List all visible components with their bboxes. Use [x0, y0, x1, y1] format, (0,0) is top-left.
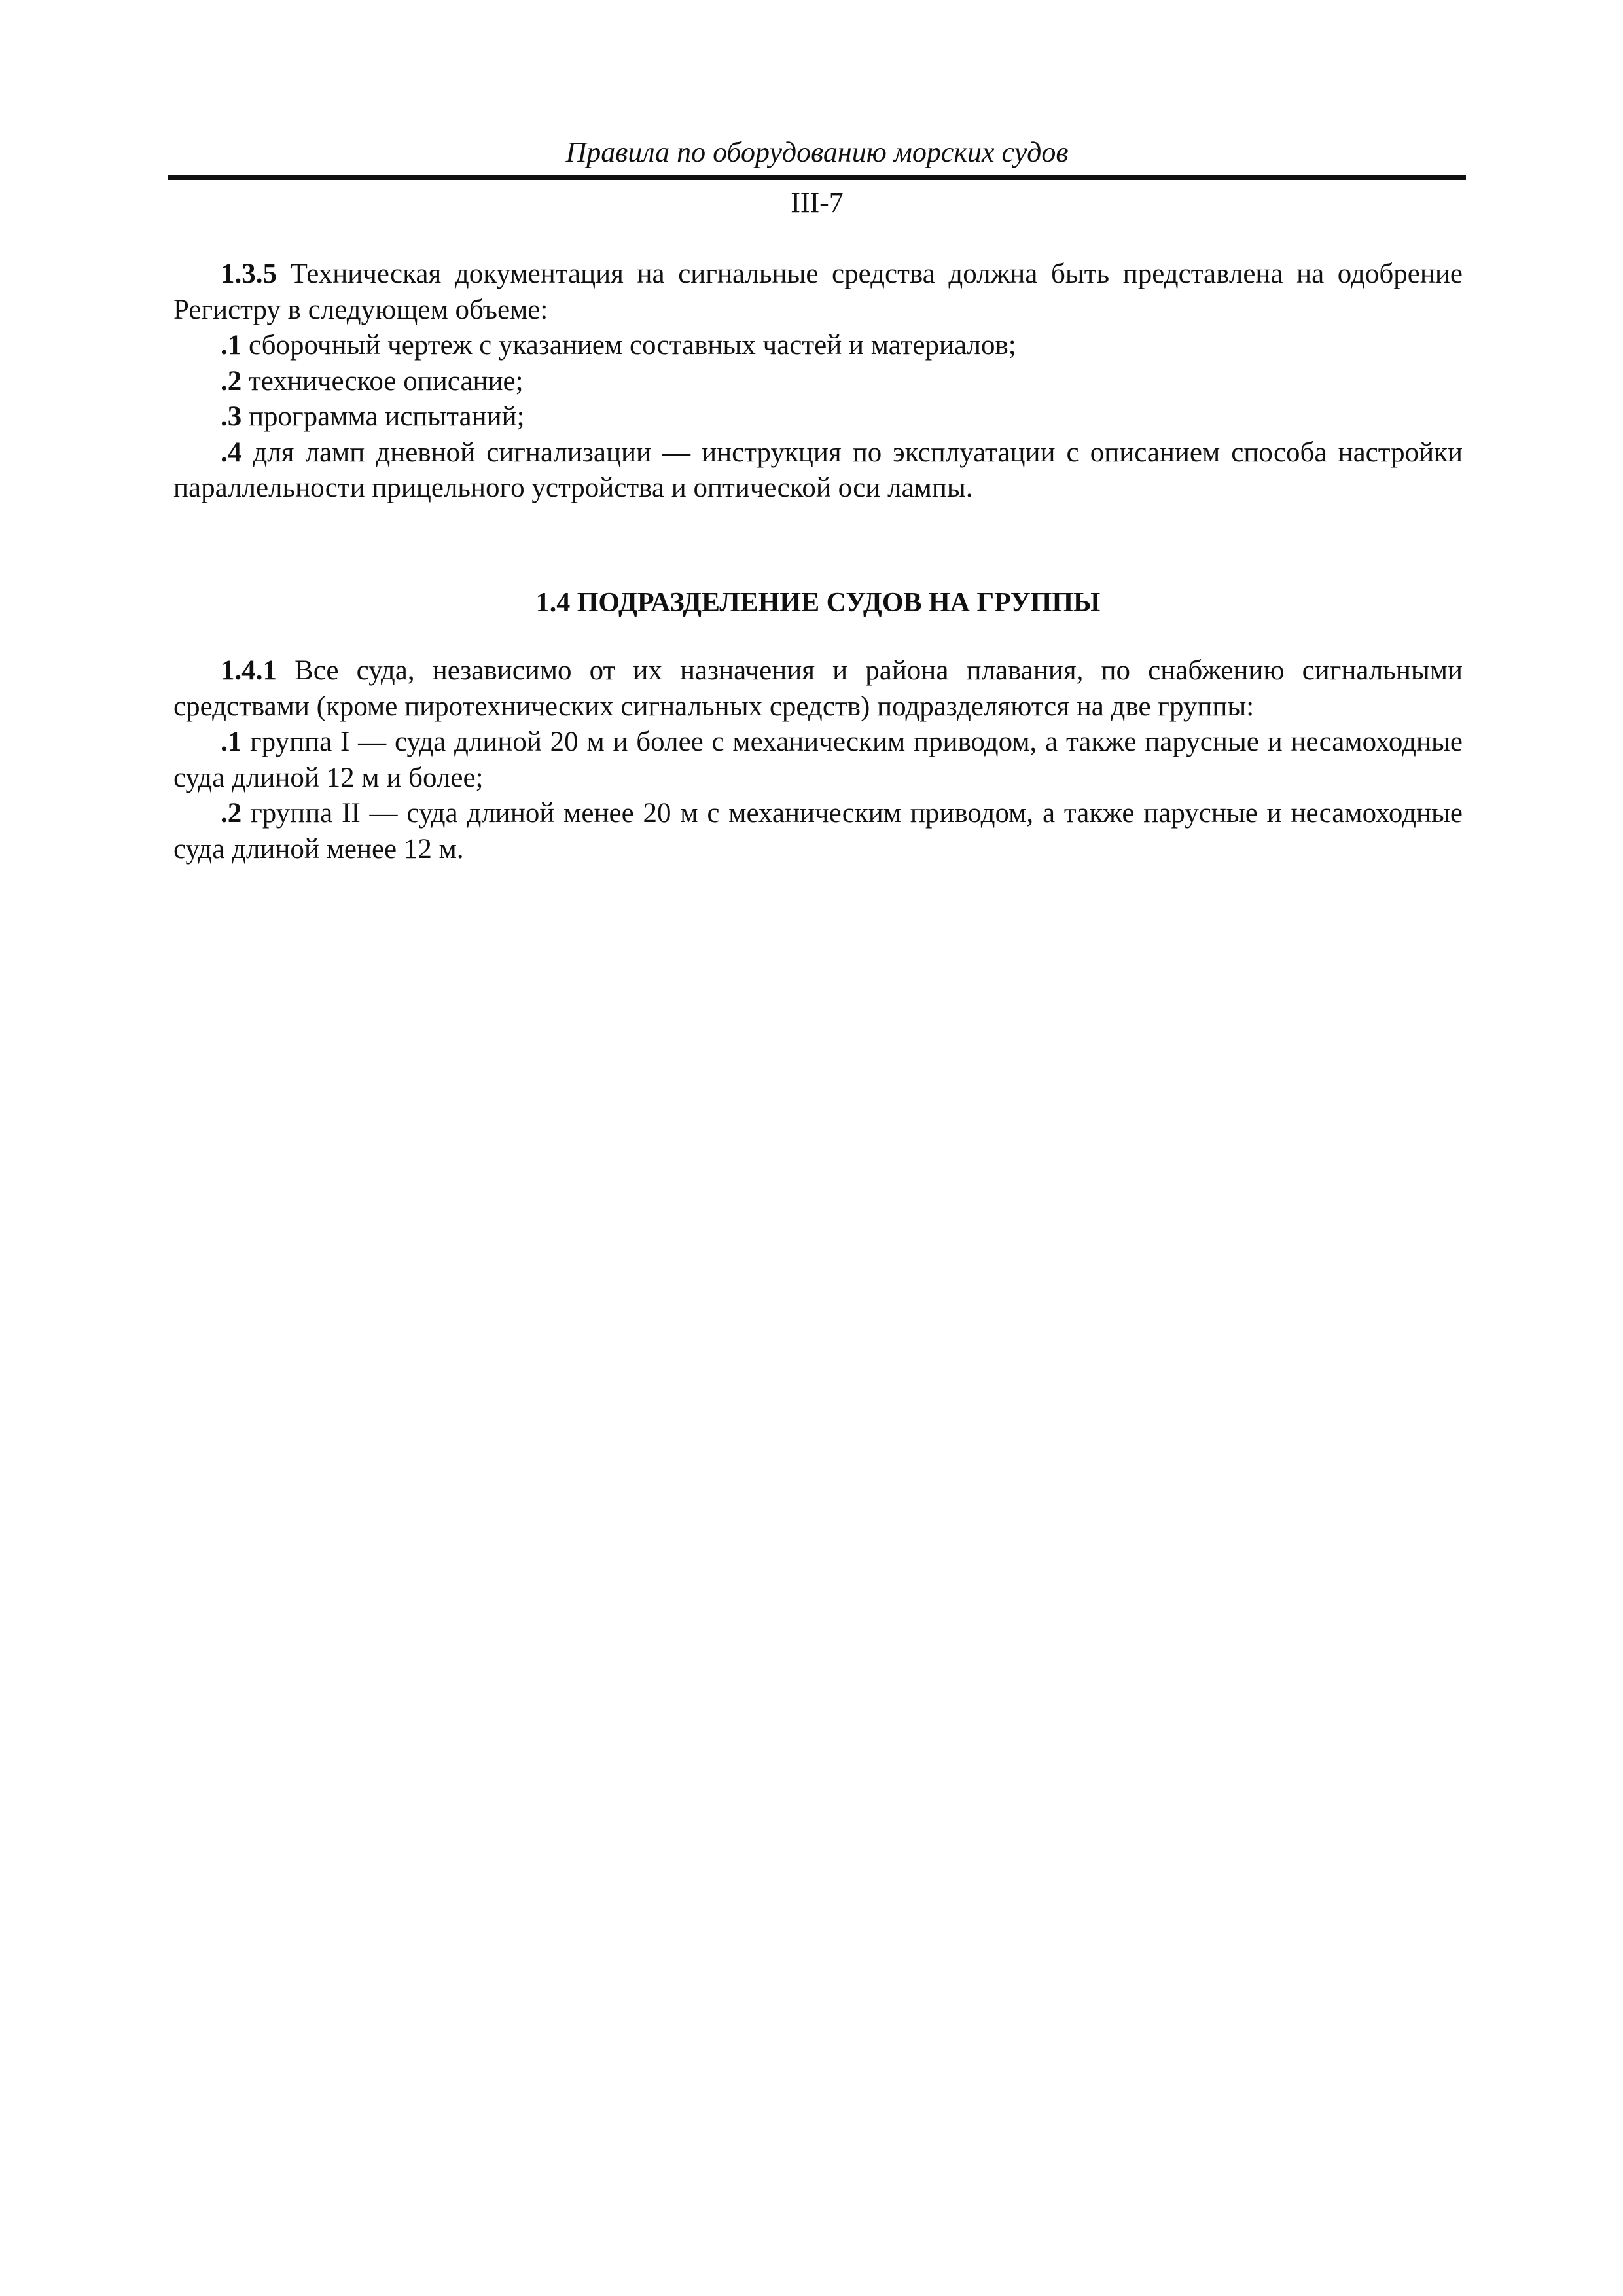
item-number: .4	[221, 437, 242, 468]
section-1-4-1	[173, 653, 1463, 867]
clause-text: Техническая документация на сигнальные средства должна быть представлена на одобрение Регистру в следующем объеме:	[173, 259, 1463, 325]
clause-number: 1.4.1	[221, 655, 277, 686]
list-item	[173, 435, 1463, 507]
item-number: .1	[221, 726, 242, 757]
item-text: программа испытаний;	[241, 401, 525, 432]
item-text: сборочный чертеж с указанием составных частей и материалов;	[241, 330, 1016, 361]
list-item	[173, 725, 1463, 796]
clause-text: Все суда, независимо от их назначения и района плавания, по снабжению сигнальными средствами (кроме пиротехнических сигнальных средств) подразделяются на две группы:	[173, 655, 1463, 722]
list-item	[173, 796, 1463, 867]
running-title: Правила по оборудованию морских судов	[565, 136, 1069, 168]
list-item	[173, 364, 1463, 400]
paragraph-1-4-1	[173, 653, 1463, 725]
list-item	[173, 399, 1463, 435]
item-number: .3	[221, 401, 242, 432]
item-number: .2	[221, 798, 242, 829]
item-text: техническое описание;	[241, 365, 524, 397]
item-text: группа II — суда длиной менее 20 м с механическим приводом, а также парусные и несамоходные суда длиной менее 12 м.	[173, 798, 1463, 865]
paragraph-1-3-5	[173, 257, 1463, 328]
section-1-3-5	[173, 257, 1463, 507]
page-number: III-7	[791, 187, 844, 219]
item-number: .1	[221, 330, 242, 361]
item-number: .2	[221, 365, 242, 397]
header-rule	[168, 175, 1466, 180]
section-heading-1-4: 1.4 ПОДРАЗДЕЛЕНИЕ СУДОВ НА ГРУППЫ	[535, 588, 1101, 618]
item-text: группа I — суда длиной 20 м и более с механическим приводом, а также парусные и несамоходные суда длиной 12 м и более;	[173, 726, 1463, 793]
list-item	[173, 328, 1463, 364]
item-text: для ламп дневной сигнализации — инструкция по эксплуатации с описанием способа настройки параллельности прицельного устройства и оптической оси лампы.	[173, 437, 1463, 503]
clause-number: 1.3.5	[221, 259, 277, 289]
